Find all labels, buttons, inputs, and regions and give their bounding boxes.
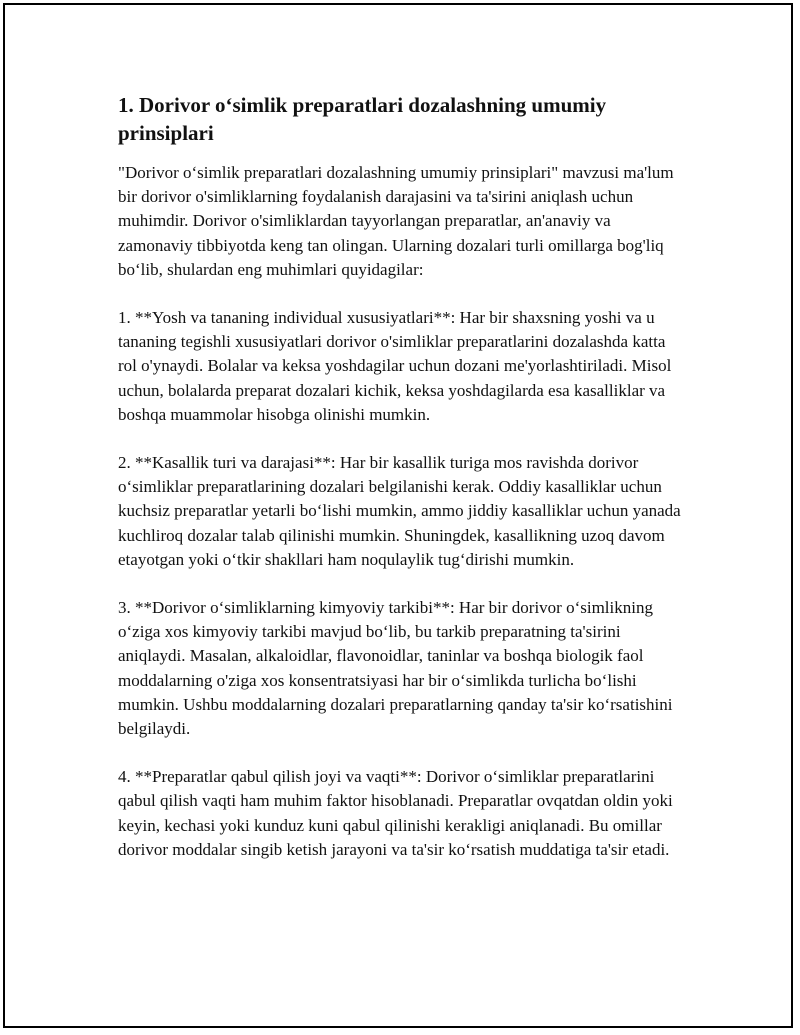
paragraph-disease-type: 2. **Kasallik turi va darajasi**: Har bir kasallik turiga mos ravishda dorivor o‘simliklar preparatlarining dozalari belgilanishi kerak. Oddiy kasalliklar uchun kuchsiz preparatlar yetarli bo‘lishi mumkin, ammo jiddiy kasalliklar uchun yanada kuchliroq dozalar talab qilinishi mumkin. Shuningdek, kasallikning uzoq davom etayotgan yoki o‘tkir shakllari ham noqulaylik tug‘dirishi mumkin. [118, 453, 681, 569]
paragraph-age-factors: 1. **Yosh va tananing individual xususiyatlari**: Har bir shaxsning yoshi va u tananing tegishli xususiyatlari dorivor o'simliklar preparatlarini dozalashda katta rol o'ynaydi. Bolalar va keksa yoshdagilar uchun dozani me'yorlashtiriladi. Misol uchun, bolalarda preparat dozalari kichik, keksa yoshdagilarda esa kasalliklar va boshqa muammolar hisobga olinishi mumkin. [118, 308, 672, 424]
paragraph-chemical-composition: 3. **Dorivor o‘simliklarning kimyoviy tarkibi**: Har bir dorivor o‘simlikning o‘ziga xos kimyoviy tarkibi mavjud bo‘lib, bu tarkib preparatning ta'sirini aniqlaydi. Masalan, alkaloidlar, flavonoidlar, taninlar va boshqa biologik faol moddalarning o'ziga xos konsentratsiyasi har bir o‘simlikda turlicha bo‘lishi mumkin. Ushbu moddalarning dozalari preparatlarning qanday ta'sir ko‘rsatishini belgilaydi. [118, 598, 673, 739]
paragraph-intake-time: 4. **Preparatlar qabul qilish joyi va vaqti**: Dorivor o‘simliklar preparatlarini qabul qilish vaqti ham muhim faktor hisoblanadi. Preparatlar ovqatdan oldin yoki keyin, kechasi yoki kunduz kuni qabul qilinishi kerakligi aniqlanadi. Bu omillar dorivor moddalar singib ketish jarayoni va ta'sir ko‘rsatish muddatiga ta'sir etadi. [118, 767, 673, 859]
document-title: 1. Dorivor o‘simlik preparatlari dozalashning umumiy prinsiplari [118, 93, 607, 145]
document-body [118, 91, 688, 886]
intro-paragraph: "Dorivor o‘simlik preparatlari dozalashning umumiy prinsiplari" mavzusi ma'lum bir dorivor o'simliklarning foydalanish darajasini va ta'sirini aniqlash uchun muhimdir. Dorivor o'simliklardan tayyorlangan preparatlar, an'anaviy va zamonaviy tibbiyotda keng tan olingan. Ularning dozalari turli omillarga bog'liq bo‘lib, shulardan eng muhimlari quyidagilar: [118, 163, 674, 279]
